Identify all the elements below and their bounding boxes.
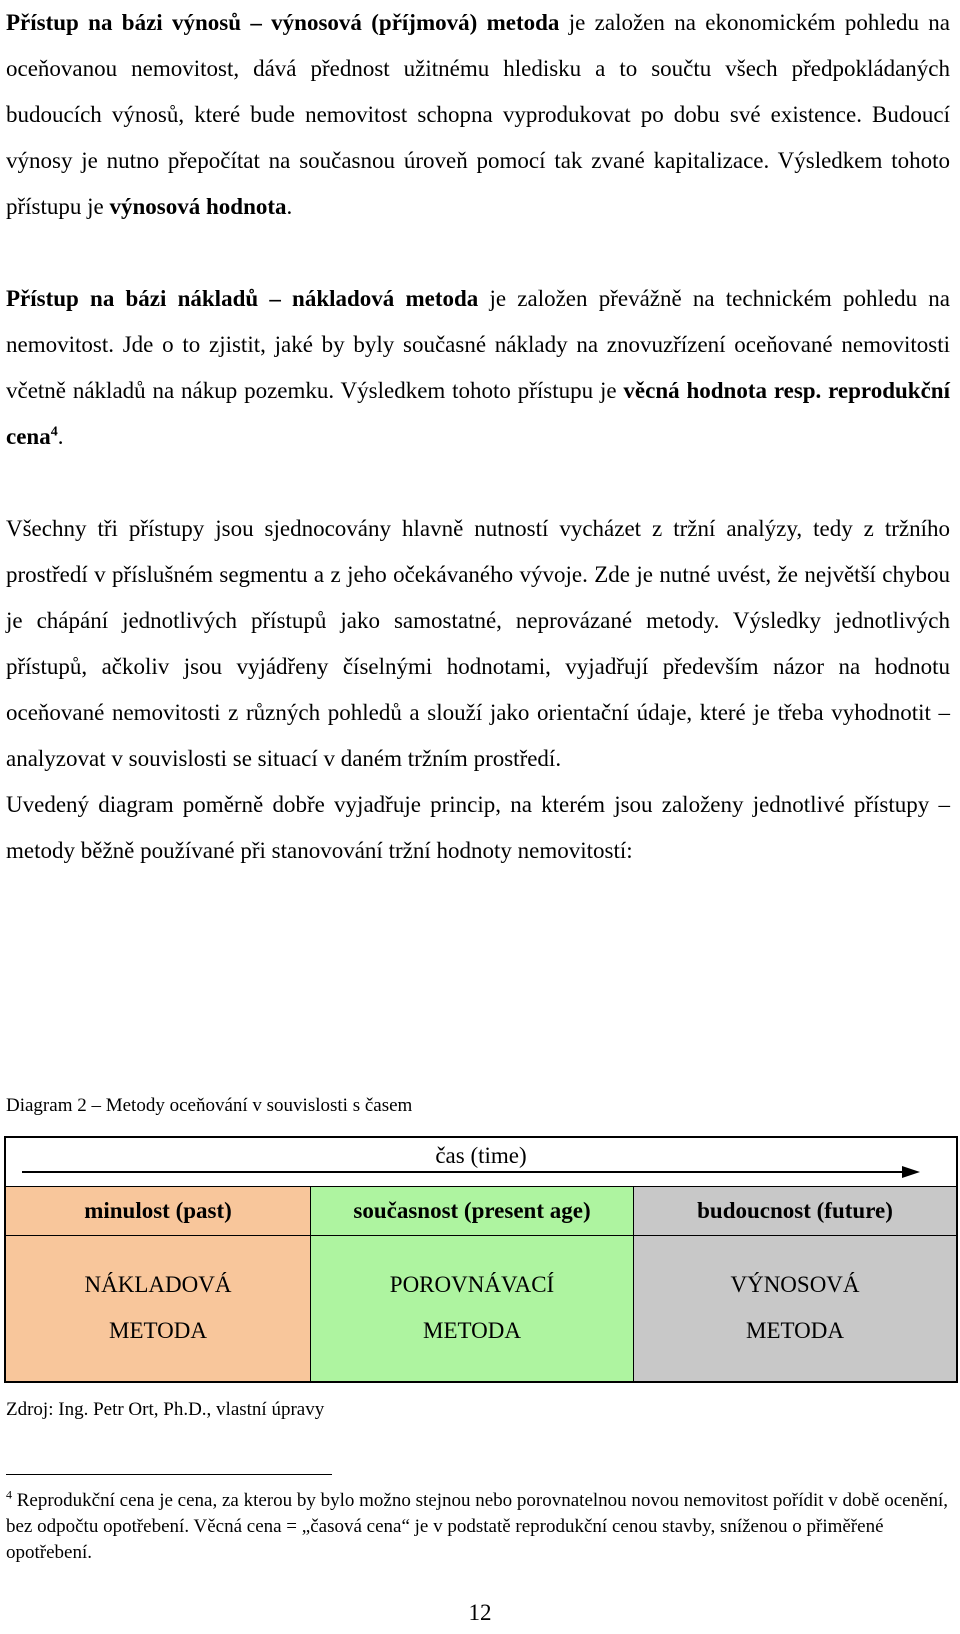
income-value-term: výnosová hodnota [109,194,287,219]
document-body [6,0,950,874]
income-approach-heading: Přístup na bázi výnosů – výnosová (příjmová) metoda [6,10,560,35]
income-approach-text: je založen na ekonomickém pohledu na oceňovanou nemovitost, dává přednost užitnému hledisku a to součtu všech předpokládaných budoucích výnosů, které bude nemovitost schopna vyprodukovat po dobu své existence. Budoucí výnosy je nutno přepočítat na současnou úroveň pomocí tak zvané kapitalizace. Výsledkem tohoto přístupu je [6,10,950,219]
footnote-divider [6,1474,332,1475]
column-past [6,1186,310,1381]
methods-diagram [4,1136,958,1383]
cost-method-line1: NÁKLADOVÁ [84,1272,232,1297]
diagram-source: Zdroj: Ing. Petr Ort, Ph.D., vlastní úpravy [6,1399,325,1420]
time-arrow-icon [22,1162,922,1182]
column-past-head: minulost (past) [6,1186,310,1236]
paragraph-cost-approach [6,276,950,460]
footnote-ref[interactable]: 4 [50,424,58,440]
paragraph-income-approach [6,0,950,230]
period: . [286,194,293,219]
period: . [57,424,64,449]
material-value-term: věcná hodnota resp. reprodukční cena [6,378,950,449]
cost-method-line2: METODA [109,1318,207,1343]
page-number: 12 [468,1600,492,1625]
column-present [310,1186,633,1381]
time-row [6,1138,956,1186]
paragraph-diagram-intro: Uvedený diagram poměrně dobře vyjadřuje princip, na kterém jsou založeny jednotlivé přístupy – metody běžně používané při stanovování tržní hodnoty nemovitostí: [6,792,950,863]
time-label: čas (time) [435,1143,527,1168]
footnote-number: 4 [6,1487,12,1502]
comparative-method-line2: METODA [423,1318,521,1343]
cost-approach-heading: Přístup na bázi nákladů – nákladová metoda [6,286,479,311]
footnote-text: Reprodukční cena je cena, za kterou by bylo možno stejnou nebo porovnatelnou novou nemovitost pořídit v době ocenění, bez odpočtu opotřebení. Věcná cena = „časová cena“ je v podstatě reprodukční cenou stavby, sníženou o přiměřené opotřebení. [6,1490,949,1563]
comparative-method-line1: POROVNÁVACÍ [389,1272,555,1297]
cost-approach-text: je založen převážně na technickém pohledu na nemovitost. Jde o to zjistit, jaké by byly současné náklady na znovuzřízení oceňované nemovitosti včetně nákladů na nákup pozemku. Výsledkem tohoto přístupu je [6,286,950,403]
column-present-head: současnost (present age) [311,1186,633,1236]
column-future-head: budoucnost (future) [634,1186,956,1236]
income-method-line2: METODA [746,1318,844,1343]
column-future [633,1186,956,1381]
footnote [6,1488,950,1566]
paragraph-market-analysis: Všechny tři přístupy jsou sjednocovány hlavně nutností vycházet z tržní analýzy, tedy z tržního prostředí v příslušném segmentu a z jeho očekávaného vývoje. Zde je nutné uvést, že největší chybou je chápání jednotlivých přístupů jako samostatné, neprovázané metody. Výsledky jednotlivých přístupů, ačkoliv jsou vyjádřeny číselnými hodnotami, vyjadřují především názor na hodnotu oceňované nemovitosti z různých pohledů a slouží jako orientační údaje, které je třeba vyhodnotit – analyzovat v souvislosti se situací v daném tržním prostředí. [6,516,950,771]
diagram-caption: Diagram 2 – Metody oceňování v souvislosti s časem [6,1095,413,1116]
income-method-line1: VÝNOSOVÁ [730,1272,860,1297]
